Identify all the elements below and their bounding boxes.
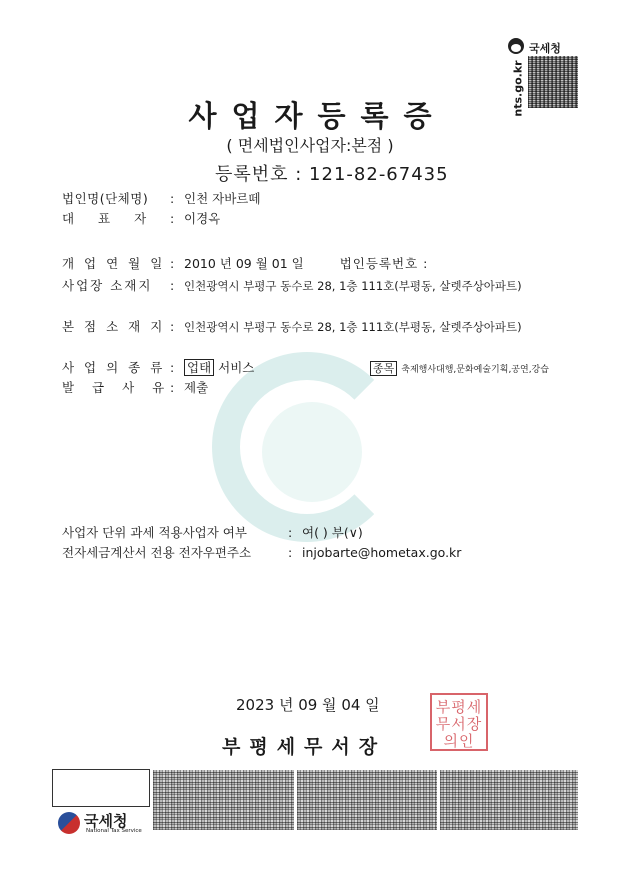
field-label: 발 급 사 유 bbox=[62, 380, 172, 395]
footer-logo-text: 국세청 bbox=[84, 812, 128, 830]
field-label: 본 점 소 재 지 bbox=[62, 319, 166, 334]
field-hq-address: 본 점 소 재 지 : 인천광역시 부평구 동수로 28, 1층 111호(부평동, 살렛주상아파트) bbox=[62, 319, 522, 334]
field-label: 대 표 자 bbox=[62, 211, 157, 226]
url-vertical: nts.go.kr bbox=[511, 60, 525, 117]
field-open-date: 개 업 연 월 일 : 2010 년 09 월 01 일 법인등록번호 : bbox=[62, 256, 429, 271]
field-value: 인천 자바르떼 bbox=[184, 191, 261, 206]
document-title: 사업자등록증 bbox=[188, 99, 447, 133]
mascot-icon bbox=[508, 38, 524, 54]
field-label: 법인명(단체명) bbox=[62, 191, 149, 206]
security-pattern-3 bbox=[440, 770, 578, 830]
field-label: 사업자 단위 과세 적용사업자 여부 bbox=[62, 525, 247, 540]
field-value: 제출 bbox=[184, 380, 209, 395]
field-corp-name: 법인명(단체명) : 인천 자바르떼 bbox=[62, 191, 261, 206]
issue-date: 2023 년 09 월 04 일 bbox=[236, 696, 380, 714]
agency-label: 국세청 bbox=[529, 42, 561, 55]
field-value: 2010 년 09 월 01 일 bbox=[184, 256, 304, 271]
business-item bbox=[370, 360, 549, 378]
field-email: 전자세금계산서 전용 전자우편주소 : injobarte@hometax.go.kr bbox=[62, 545, 462, 560]
field-value: 인천광역시 부평구 동수로 28, 1층 111호(부평동, 살렛주상아파트) bbox=[184, 320, 522, 334]
field-issue-reason: 발 급 사 유: 제출 bbox=[62, 380, 209, 395]
footer-logo-sub: National Tax Service bbox=[86, 828, 142, 834]
field-business-type: 사 업 의 종 류 : 업태 서비스 bbox=[62, 360, 255, 375]
official-seal bbox=[430, 693, 488, 751]
document-subtitle: ( 면세법인사업자:본점 ) bbox=[226, 136, 394, 155]
field-value: 이경옥 bbox=[184, 211, 221, 226]
business-item-value: 축제행사대행,문화예술기획,공연,강습 bbox=[401, 365, 549, 375]
field-business-address: 사업장 소재지 : 인천광역시 부평구 동수로 28, 1층 111호(부평동, 살렛주상아파트) bbox=[62, 278, 522, 293]
field-label: 개 업 연 월 일 bbox=[62, 256, 166, 271]
security-pattern-2 bbox=[297, 770, 437, 830]
field-unit-tax: 사업자 단위 과세 적용사업자 여부 : 여( ) 부(∨) bbox=[62, 525, 363, 540]
field-value: 인천광역시 부평구 동수로 28, 1층 111호(부평동, 살렛주상아파트) bbox=[184, 279, 522, 293]
corp-reg-number-label: 법인등록번호 : bbox=[339, 256, 429, 271]
field-label: 사 업 의 종 류 bbox=[62, 360, 166, 375]
registration-number: 등록번호 : 121-82-67435 bbox=[215, 164, 449, 185]
field-label: 사업장 소재지 bbox=[62, 278, 153, 293]
field-value: injobarte@hometax.go.kr bbox=[302, 545, 462, 560]
business-item-tag: 종목 bbox=[370, 361, 397, 376]
nts-logo-icon bbox=[58, 812, 80, 834]
business-type-tag: 업태 bbox=[184, 359, 214, 376]
issuing-office: 부평세무서장 bbox=[222, 736, 387, 758]
watermark-emblem-core bbox=[262, 402, 362, 502]
field-value: 여( ) 부(∨) bbox=[302, 525, 363, 540]
seal-text: 부평세무서장의인 bbox=[435, 698, 483, 750]
blank-box bbox=[52, 769, 150, 807]
field-label: 전자세금계산서 전용 전자우편주소 bbox=[62, 545, 252, 560]
security-pattern-1 bbox=[153, 770, 294, 830]
business-type-value: 서비스 bbox=[218, 360, 255, 375]
field-representative: 대 표 자 : 이경옥 bbox=[62, 211, 221, 226]
